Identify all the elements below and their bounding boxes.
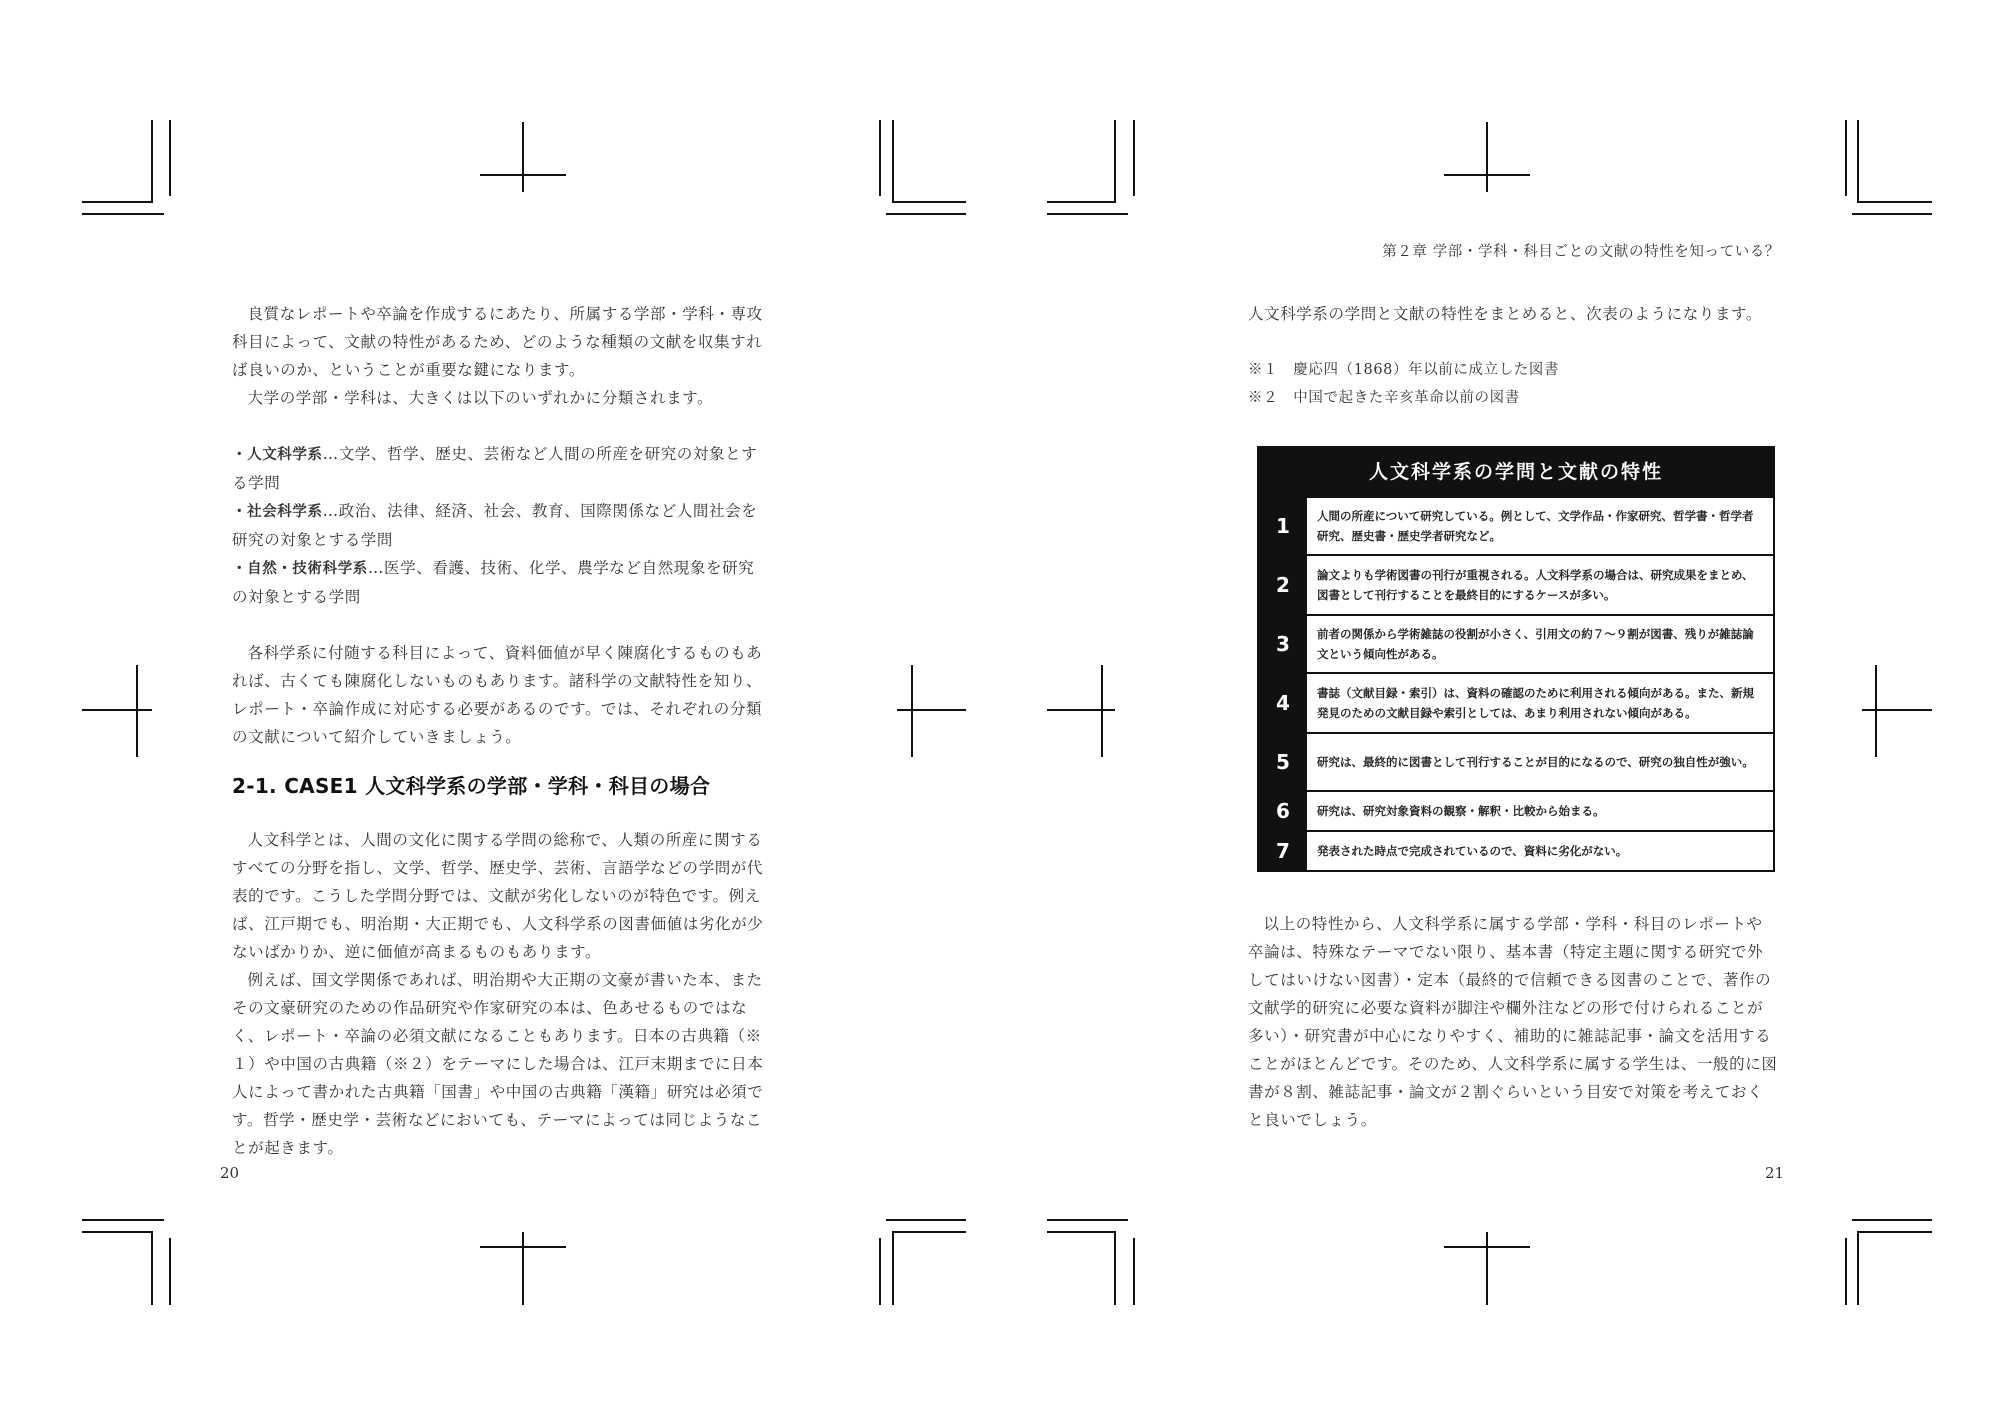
lead-paragraph: 人文科学系の学問と文献の特性をまとめると、次表のようになります。 <box>1248 305 1762 323</box>
category-term: ・自然・技術科学系 <box>232 561 368 577</box>
body-paragraph: 例えば、国文学関係であれば、明治期や大正期の文豪が書いた本、またその文豪研究のための作品研究や作家研究の本は、色あせるものではなく、レポート・卒論の必須文献になることもあります。日本の古典籍（※１）や中国の古典籍（※２）をテーマにした場合は、江戸末期までに日本人によって書かれた古典籍「国書」や中国の古典籍「漢籍」研究は必須です。哲学・歴史学・芸術などにおいても、テーマによっては同じようなことが起きます。 <box>232 971 764 1157</box>
category-item <box>232 497 768 554</box>
row-number: 7 <box>1259 832 1307 870</box>
table-row <box>1259 830 1773 870</box>
row-number: 2 <box>1259 556 1307 614</box>
page-number: 21 <box>1765 1164 1785 1182</box>
row-text: 発表された時点で完成されているので、資料に劣化がない。 <box>1317 844 1628 858</box>
intro-paragraph: 大学の学部・学科は、大きくは以下のいずれかに分類されます。 <box>247 389 714 407</box>
right-conclusion-block <box>1248 910 1778 1134</box>
category-term: ・社会科学系 <box>232 504 323 520</box>
table-row <box>1259 554 1773 614</box>
row-text: 論文よりも学術図書の刊行が重視される。人文科学系の場合は、研究成果をまとめ、図書として刊行することを最終目的にするケースが多い。 <box>1317 568 1754 602</box>
row-number: 1 <box>1259 498 1307 554</box>
body-paragraph: 各科学系に付随する科目によって、資料価値が早く陳腐化するものもあれば、古くても陳腐化しないものもあります。諸科学の文献特性を知り、レポート・卒論作成に対応する必要があるのです。では、それぞれの分類の文献について紹介していきましょう。 <box>232 644 763 746</box>
traits-table-title: 人文科学系の学問と文献の特性 <box>1259 448 1773 496</box>
body-paragraph: 以上の特性から、人文科学系に属する学部・学科・科目のレポートや卒論は、特殊なテーマでない限り、基本書（特定主題に関する研究で外してはいけない図書）・定本（最終的で信頼できる図書のことで、著作の文献学的研究に必要な資料が脚注や欄外注などの形で付けられることが多い）・研究書が中心になりやすく、補助的に雑誌記事・論文を活用することがほとんどです。そのため、人文科学系に属する学生は、一般的に図書が８割、雑誌記事・論文が２割ぐらいという目安で対策を考えておくと良いでしょう。 <box>1248 915 1778 1129</box>
intro-paragraph: 良質なレポートや卒論を作成するにあたり、所属する学部・学科・専攻科目によって、文献の特性があるため、どのような種類の文献を収集すれば良いのか、ということが重要な鍵になります。 <box>232 305 763 379</box>
category-term: ・人文科学系 <box>232 447 323 463</box>
row-number: 5 <box>1259 734 1307 790</box>
row-number: 6 <box>1259 792 1307 830</box>
row-text: 研究は、最終的に図書として刊行することが目的になるので、研究の独自性が強い。 <box>1317 755 1754 769</box>
category-desc: …政治、法律、経済、社会、教育、国際関係など人間社会を研究の対象とする学問 <box>232 502 758 549</box>
row-text: 書誌（文献目録・索引）は、資料の確認のために利用される傾向がある。また、新規発見のための文献目録や索引としては、あまり利用されない傾向がある。 <box>1317 686 1754 720</box>
category-desc: …文学、哲学、歴史、芸術など人間の所産を研究の対象とする学問 <box>232 445 758 492</box>
row-text: 前者の関係から学術雑誌の役割が小さく、引用文の約７～９割が図書、残りが雑誌論文という傾向性がある。 <box>1317 627 1754 661</box>
category-item <box>232 440 768 497</box>
body-paragraph: 人文科学とは、人間の文化に関する学問の総称で、人類の所産に関するすべての分野を指し、文学、哲学、歴史学、芸術、言語学などの学問が代表的です。こうした学問分野では、文献が劣化しないのが特色です。例えば、江戸期でも、明治期・大正期でも、人文科学系の図書価値は劣化が少ないばかりか、逆に価値が高まるものもあります。 <box>232 831 764 961</box>
footnote: ※１ 慶応四（1868）年以前に成立した図書 <box>1248 362 1560 378</box>
left-intro-block <box>232 300 768 751</box>
section-heading: 2-1. CASE1 人文科学系の学部・学科・科目の場合 <box>232 774 711 798</box>
table-row <box>1259 790 1773 830</box>
page-number: 20 <box>220 1164 240 1182</box>
footnotes <box>1248 356 1778 412</box>
category-item <box>232 554 768 611</box>
row-text: 人間の所産について研究している。例として、文学作品・作家研究、哲学書・哲学者研究、歴史書・歴史学者研究など。 <box>1317 509 1754 543</box>
category-desc: …医学、看護、技術、化学、農学など自然現象を研究の対象とする学問 <box>232 559 755 606</box>
running-head: 第２章 学部・学科・科目ごとの文献の特性を知っている？ <box>1382 244 1780 260</box>
table-row <box>1259 732 1773 790</box>
row-number: 3 <box>1259 616 1307 672</box>
left-case-block <box>232 826 768 1162</box>
table-row <box>1259 496 1773 554</box>
table-row <box>1259 672 1773 732</box>
table-row <box>1259 614 1773 672</box>
row-text: 研究は、研究対象資料の観察・解釈・比較から始まる。 <box>1317 804 1605 818</box>
lead-text <box>1248 300 1778 328</box>
footnote: ※２ 中国で起きた辛亥革命以前の図書 <box>1248 390 1520 406</box>
row-number: 4 <box>1259 674 1307 732</box>
traits-table <box>1257 446 1775 872</box>
